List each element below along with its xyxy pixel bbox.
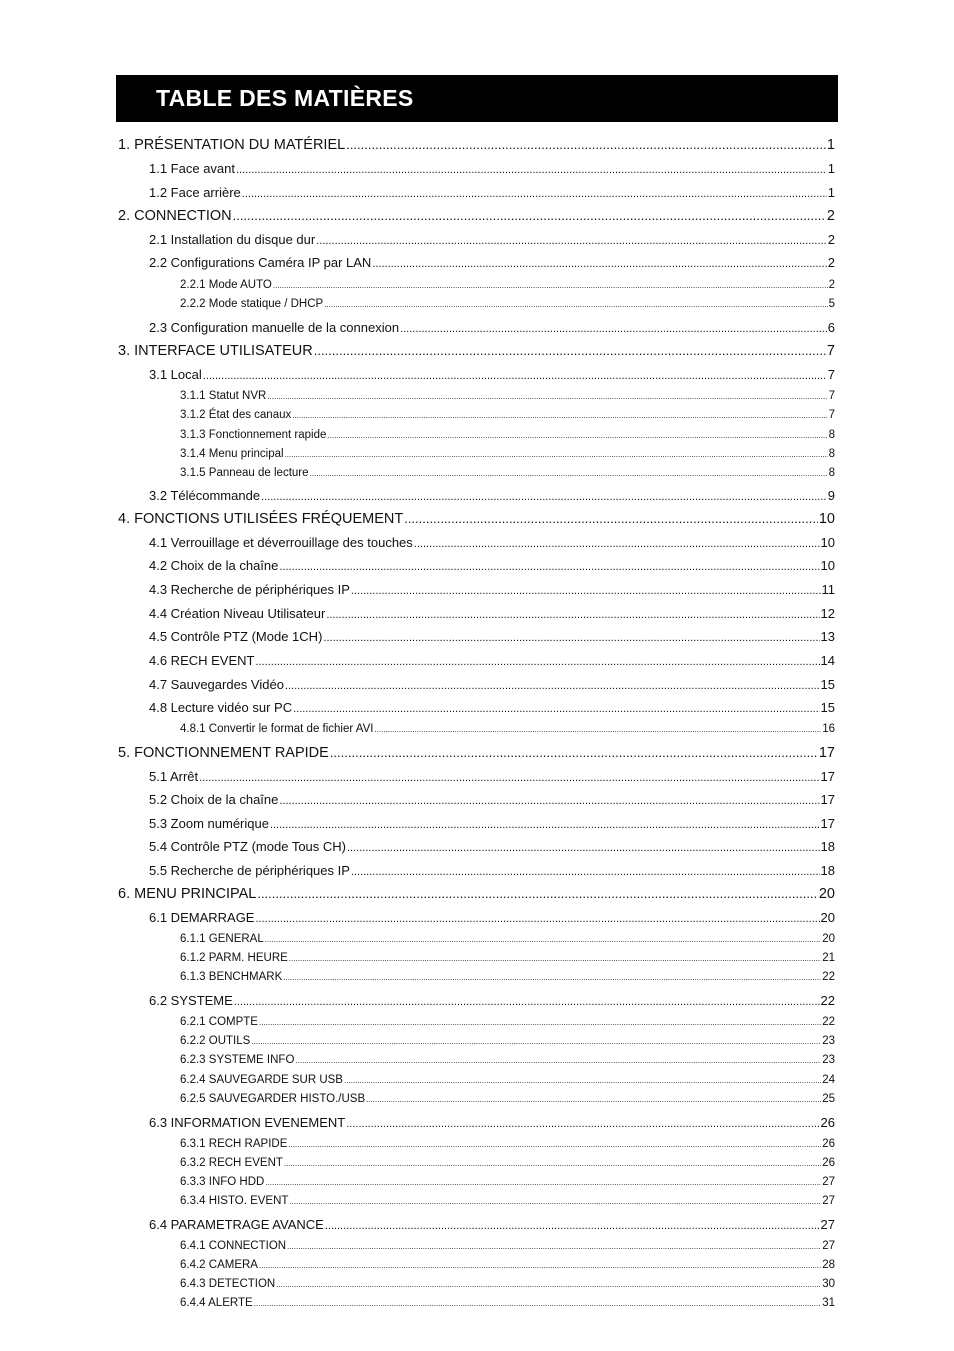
toc-entry-level-2[interactable] (149, 320, 835, 335)
toc-entry-level-3[interactable] (180, 409, 835, 421)
toc-entry-label: 6.4.3 DETECTION (180, 1278, 276, 1290)
dot-leader (284, 1159, 821, 1168)
toc-entry-label: 2.1 Installation du disque dur (149, 232, 316, 247)
toc-entry-label: 1.2 Face arrière (149, 185, 241, 200)
toc-page-number: 10 (818, 511, 835, 527)
toc-entry-label: 6.1.1 GENERAL (180, 933, 264, 945)
toc-page-number: 26 (820, 1115, 835, 1130)
dot-leader (289, 954, 821, 963)
toc-entry-level-2[interactable] (149, 653, 835, 668)
dot-leader (279, 795, 819, 807)
toc-entry-level-3[interactable] (180, 279, 835, 291)
dot-leader (261, 491, 827, 503)
dot-leader (236, 164, 827, 176)
toc-page-number: 16 (822, 723, 835, 735)
dot-leader (374, 725, 821, 734)
toc-entry-label: 4.4 Création Niveau Utilisateur (149, 606, 326, 621)
toc-page-number: 7 (828, 390, 835, 402)
toc-entry-level-2[interactable] (149, 792, 835, 807)
toc-page-number: 1 (827, 161, 835, 176)
toc-page-number: 6 (827, 320, 835, 335)
toc-entry-level-3[interactable] (180, 1035, 835, 1047)
toc-page-number: 24 (822, 1074, 835, 1086)
dot-leader (287, 1242, 821, 1251)
toc-entry-level-3[interactable] (180, 1278, 835, 1290)
toc-entry-level-3[interactable] (180, 1297, 835, 1309)
toc-entry-label: 3.1.1 Statut NVR (180, 390, 267, 402)
toc-entry-level-3[interactable] (180, 1138, 835, 1150)
toc-entry-level-3[interactable] (180, 1074, 835, 1086)
toc-entry-level-1[interactable] (118, 208, 835, 224)
dot-leader (414, 538, 820, 550)
toc-entry-label: 3.2 Télécommande (149, 488, 261, 503)
toc-entry-level-3[interactable] (180, 298, 835, 310)
dot-leader (289, 1197, 821, 1206)
dot-leader (372, 258, 826, 270)
dot-leader (292, 411, 827, 420)
toc-entry-level-2[interactable] (149, 1115, 835, 1130)
toc-entry-level-2[interactable] (149, 185, 835, 200)
toc-page-number: 2 (828, 279, 835, 291)
dot-leader (251, 1037, 821, 1046)
toc-entry-label: 4.8.1 Convertir le format de fichier AVI (180, 723, 374, 735)
dot-leader (255, 913, 819, 925)
toc-page-number: 5 (828, 298, 835, 310)
toc-entry-label: 4.8 Lecture vidéo sur PC (149, 700, 293, 715)
toc-page-number: 17 (820, 769, 835, 784)
toc-page-number: 2 (826, 208, 835, 224)
dot-leader (347, 842, 820, 854)
toc-entry-level-3[interactable] (180, 1195, 835, 1207)
toc-entry-level-3[interactable] (180, 448, 835, 460)
toc-page-number: 2 (827, 232, 835, 247)
toc-page-number: 14 (820, 653, 835, 668)
toc-entry-label: 6.3.1 RECH RAPIDE (180, 1138, 288, 1150)
dot-leader (366, 1095, 821, 1104)
toc-entry-level-3[interactable] (180, 467, 835, 479)
dot-leader (325, 1220, 820, 1232)
toc-page-number: 23 (822, 1035, 835, 1047)
toc-entry-label: 4. FONCTIONS UTILISÉES FRÉQUEMENT (118, 511, 404, 527)
dot-leader (265, 1178, 821, 1187)
toc-page-number: 17 (818, 745, 835, 761)
toc-entry-label: 4.7 Sauvegardes Vidéo (149, 677, 284, 692)
dot-leader (344, 1076, 821, 1085)
toc-entry-label: 6.2.2 OUTILS (180, 1035, 251, 1047)
toc-entry-label: 3.1.3 Fonctionnement rapide (180, 429, 327, 441)
toc-entry-level-2[interactable] (149, 232, 835, 247)
dot-leader (276, 1280, 821, 1289)
dot-leader (330, 745, 818, 760)
toc-page-number: 7 (827, 367, 835, 382)
toc-entry-level-2[interactable] (149, 677, 835, 692)
toc-entry-level-2[interactable] (149, 839, 835, 854)
toc-entry-label: 3.1.5 Panneau de lecture (180, 467, 309, 479)
dot-leader (270, 819, 820, 831)
dot-leader (295, 1056, 821, 1065)
toc-entry-level-2[interactable] (149, 1217, 835, 1232)
toc-page-number: 20 (818, 886, 835, 902)
toc-entry-label: 3.1.4 Menu principal (180, 448, 284, 460)
dot-leader (279, 561, 819, 573)
toc-entry-level-2[interactable] (149, 367, 835, 382)
toc-entry-level-2[interactable] (149, 816, 835, 831)
toc-entry-level-2[interactable] (149, 535, 835, 550)
toc-page-number: 11 (821, 582, 835, 597)
dot-leader (257, 886, 818, 901)
dot-leader (404, 511, 818, 526)
toc-entry-label: 5. FONCTIONNEMENT RAPIDE (118, 745, 329, 761)
dot-leader (351, 866, 820, 878)
toc-entry-level-3[interactable] (180, 429, 835, 441)
toc-page-number: 10 (820, 558, 835, 573)
toc-entry-label: 2.2.2 Mode statique / DHCP (180, 298, 324, 310)
toc-entry-level-3[interactable] (180, 1157, 835, 1169)
toc-page-number: 15 (820, 700, 835, 715)
toc-page-number: 8 (828, 467, 835, 479)
toc-page-number: 22 (822, 1016, 835, 1028)
toc-entry-level-3[interactable] (180, 390, 835, 402)
toc-entry-label: 6.1 DEMARRAGE (149, 910, 255, 925)
toc-entry-label: 6.3 INFORMATION EVENEMENT (149, 1115, 346, 1130)
toc-page-number: 17 (820, 792, 835, 807)
dot-leader (242, 188, 827, 200)
toc-page-number: 27 (822, 1176, 835, 1188)
dot-leader (265, 935, 821, 944)
dot-leader (346, 137, 826, 152)
dot-leader (233, 208, 826, 223)
toc-page-number: 20 (822, 933, 835, 945)
toc-entry-level-3[interactable] (180, 1176, 835, 1188)
toc-entry-label: 6.1.3 BENCHMARK (180, 971, 283, 983)
toc-entry-level-1[interactable] (118, 343, 835, 359)
toc-entry-level-2[interactable] (149, 582, 835, 597)
toc-page-number: 9 (827, 488, 835, 503)
toc-entry-level-2[interactable] (149, 910, 835, 925)
dot-leader (310, 469, 828, 478)
toc-entry-level-2[interactable] (149, 161, 835, 176)
toc-page-number: 1 (827, 185, 835, 200)
toc-entry-label: 4.1 Verrouillage et déverrouillage des touches (149, 535, 413, 550)
toc-entry-label: 6.2.5 SAUVEGARDER HISTO./USB (180, 1093, 366, 1105)
dot-leader (267, 392, 827, 401)
toc-page-number: 27 (822, 1240, 835, 1252)
toc-entry-label: 6.3.2 RECH EVENT (180, 1157, 283, 1169)
toc-entry-label: 3.1 Local (149, 367, 202, 382)
toc-entry-level-1[interactable] (118, 886, 835, 902)
toc-entry-level-3[interactable] (180, 1093, 835, 1105)
dot-leader (314, 343, 826, 358)
toc-entry-level-2[interactable] (149, 629, 835, 644)
toc-entry-label: 5.3 Zoom numérique (149, 816, 269, 831)
toc-entry-label: 5.1 Arrêt (149, 769, 199, 784)
dot-leader (316, 235, 827, 247)
toc-page-number: 18 (820, 863, 835, 878)
toc-entry-level-1[interactable] (118, 511, 835, 527)
toc-entry-level-3[interactable] (180, 952, 835, 964)
toc-page-number: 10 (820, 535, 835, 550)
toc-page-number: 12 (820, 606, 835, 621)
toc-page-number: 1 (826, 137, 835, 153)
toc-entry-label: 6.2.1 COMPTE (180, 1016, 258, 1028)
dot-leader (323, 632, 819, 644)
toc-page-number: 30 (822, 1278, 835, 1290)
dot-leader (293, 703, 819, 715)
toc-page-number: 26 (822, 1157, 835, 1169)
dot-leader (327, 431, 827, 440)
dot-leader (203, 370, 827, 382)
toc-entry-level-2[interactable] (149, 769, 835, 784)
toc-page-number: 7 (828, 409, 835, 421)
toc-entry-level-2[interactable] (149, 488, 835, 503)
dot-leader (259, 1018, 821, 1027)
toc-entry-label: 4.2 Choix de la chaîne (149, 558, 279, 573)
toc-entry-label: 6.3.4 HISTO. EVENT (180, 1195, 289, 1207)
toc-page-number: 25 (822, 1093, 835, 1105)
toc-entry-label: 6.4 PARAMETRAGE AVANCE (149, 1217, 324, 1232)
toc-page-number: 31 (822, 1297, 835, 1309)
toc-entry-label: 6. MENU PRINCIPAL (118, 886, 257, 902)
toc-page-number: 22 (822, 971, 835, 983)
toc-page-number: 27 (820, 1217, 835, 1232)
toc-entry-label: 6.4.1 CONNECTION (180, 1240, 287, 1252)
toc-entry-label: 5.4 Contrôle PTZ (mode Tous CH) (149, 839, 346, 854)
dot-leader (259, 1261, 821, 1270)
toc-entry-label: 2. CONNECTION (118, 208, 232, 224)
toc-entry-level-3[interactable] (180, 1016, 835, 1028)
toc-entry-label: 6.1.2 PARM. HEURE (180, 952, 288, 964)
toc-entry-label: 4.5 Contrôle PTZ (Mode 1CH) (149, 629, 323, 644)
toc-entry-label: 4.3 Recherche de périphériques IP (149, 582, 350, 597)
toc-entry-label: 6.3.3 INFO HDD (180, 1176, 265, 1188)
dot-leader (285, 680, 820, 692)
dot-leader (199, 772, 819, 784)
dot-leader (400, 323, 827, 335)
toc-entry-level-2[interactable] (149, 700, 835, 715)
dot-leader (283, 973, 821, 982)
dot-leader (285, 450, 828, 459)
toc-page-number: 27 (822, 1195, 835, 1207)
toc-entry-label: 3.1.2 État des canaux (180, 409, 292, 421)
dot-leader (254, 1299, 822, 1308)
toc-page-number: 22 (820, 993, 835, 1008)
toc-entry-label: 5.2 Choix de la chaîne (149, 792, 279, 807)
toc-entry-level-3[interactable] (180, 1240, 835, 1252)
toc-entry-level-3[interactable] (180, 723, 835, 735)
toc-entry-label: 2.2.1 Mode AUTO (180, 279, 272, 291)
dot-leader (346, 1118, 819, 1130)
dot-leader (255, 656, 819, 668)
toc-entry-label: 6.4.4 ALERTE (180, 1297, 253, 1309)
toc-page-number: 15 (820, 677, 835, 692)
toc-entry-level-2[interactable] (149, 558, 835, 573)
toc-page-number: 21 (822, 952, 835, 964)
toc-page-number: 20 (820, 910, 835, 925)
dot-leader (273, 281, 828, 290)
toc-entry-label: 1. PRÉSENTATION DU MATÉRIEL (118, 137, 346, 153)
toc-entry-label: 4.6 RECH EVENT (149, 653, 255, 668)
toc-entry-label: 6.2.3 SYSTEME INFO (180, 1054, 295, 1066)
toc-entry-level-3[interactable] (180, 933, 835, 945)
toc-entry-label: 1.1 Face avant (149, 161, 235, 176)
toc-page-number: 8 (828, 429, 835, 441)
toc-entry-label: 6.2 SYSTEME (149, 993, 233, 1008)
toc-entry-level-3[interactable] (180, 1259, 835, 1271)
toc-entry-label: 2.3 Configuration manuelle de la connexion (149, 320, 400, 335)
toc-entry-label: 5.5 Recherche de périphériques IP (149, 863, 350, 878)
toc-page-number: 13 (820, 629, 835, 644)
dot-leader (351, 585, 821, 597)
toc-entry-level-2[interactable] (149, 993, 835, 1008)
toc-entry-level-3[interactable] (180, 1054, 835, 1066)
toc-page-number: 8 (828, 448, 835, 460)
dot-leader (234, 996, 820, 1008)
toc-page-number: 7 (826, 343, 835, 359)
toc-page-number: 26 (822, 1138, 835, 1150)
dot-leader (326, 609, 819, 621)
toc-entry-label: 6.4.2 CAMERA (180, 1259, 258, 1271)
toc-entry-label: 2.2 Configurations Caméra IP par LAN (149, 255, 372, 270)
toc-page-number: 18 (820, 839, 835, 854)
toc-entry-level-2[interactable] (149, 863, 835, 878)
toc-entry-label: 3. INTERFACE UTILISATEUR (118, 343, 313, 359)
toc-entry-label: 6.2.4 SAUVEGARDE SUR USB (180, 1074, 343, 1086)
dot-leader (324, 300, 827, 309)
toc-entry-level-2[interactable] (149, 606, 835, 621)
dot-leader (288, 1140, 821, 1149)
toc-page-number: 28 (822, 1259, 835, 1271)
toc-entry-level-1[interactable] (118, 745, 835, 761)
page-title: TABLE DES MATIÈRES (156, 85, 414, 111)
toc-page-number: 2 (827, 255, 835, 270)
toc-entry-level-3[interactable] (180, 971, 835, 983)
toc-page-number: 17 (820, 816, 835, 831)
toc-entry-level-1[interactable] (118, 137, 835, 153)
toc-entry-level-2[interactable] (149, 255, 835, 270)
toc-page-number: 23 (822, 1054, 835, 1066)
